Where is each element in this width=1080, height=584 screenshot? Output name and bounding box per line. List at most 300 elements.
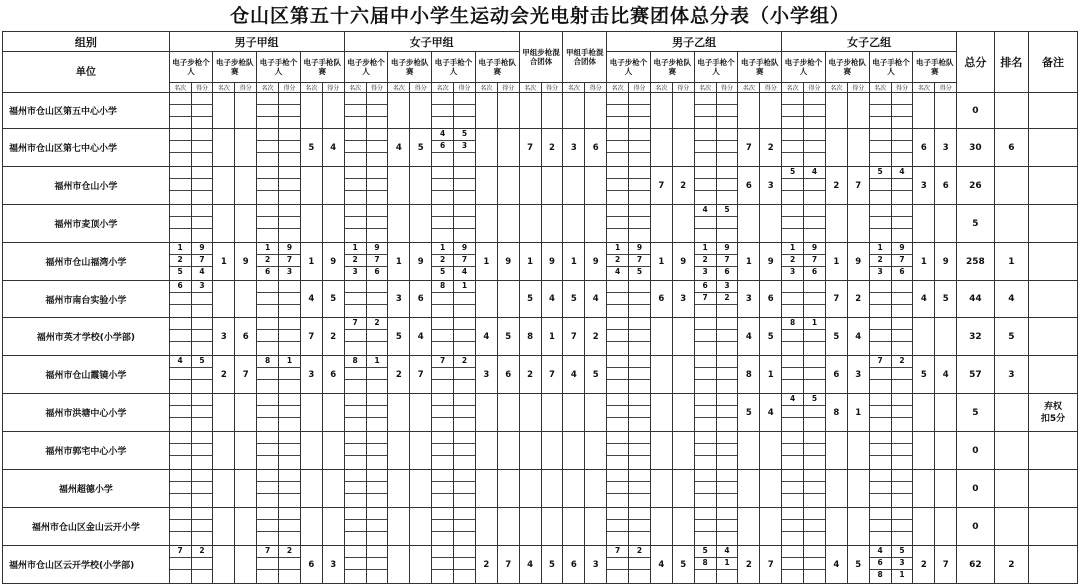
individual-rank bbox=[607, 356, 628, 368]
individual-rank bbox=[782, 356, 803, 368]
individual-score: 4 bbox=[804, 167, 825, 179]
individual-rank bbox=[170, 342, 191, 355]
individual-score bbox=[192, 432, 213, 444]
score-cell: 7 bbox=[410, 356, 432, 394]
total-score: 258 bbox=[957, 243, 995, 281]
individual-rank bbox=[695, 217, 716, 229]
score-cell bbox=[672, 394, 694, 432]
individual-score bbox=[629, 470, 650, 482]
score-cell bbox=[454, 205, 476, 243]
individual-rank: 5 bbox=[439, 267, 446, 276]
individual-score bbox=[192, 494, 213, 507]
total-score: 0 bbox=[957, 508, 995, 546]
score-cell: 2 bbox=[847, 281, 869, 318]
rank-cell: 3 bbox=[388, 281, 410, 318]
rank-cell: 6 bbox=[563, 546, 585, 584]
rank-cell bbox=[694, 243, 716, 281]
rank-subheader: 名次 bbox=[475, 83, 497, 93]
group-header: 组别 bbox=[3, 32, 170, 52]
score-cell bbox=[891, 205, 913, 243]
score-cell bbox=[847, 470, 869, 508]
score-subheader: 得分 bbox=[585, 83, 607, 93]
individual-score bbox=[804, 368, 825, 380]
individual-score bbox=[804, 217, 825, 229]
rank-cell bbox=[257, 167, 279, 205]
score-cell bbox=[454, 394, 476, 432]
individual-rank bbox=[257, 432, 278, 444]
individual-score bbox=[192, 141, 213, 153]
individual-score bbox=[892, 380, 913, 393]
score-cell bbox=[191, 394, 213, 432]
individual-score bbox=[629, 508, 650, 520]
individual-score bbox=[892, 305, 913, 317]
rank-cell bbox=[694, 432, 716, 470]
rank-cell bbox=[607, 243, 629, 281]
score-cell bbox=[804, 281, 826, 318]
rank-value bbox=[994, 167, 1028, 205]
score-cell bbox=[322, 93, 344, 129]
individual-rank bbox=[170, 167, 191, 179]
individual-score bbox=[892, 117, 913, 128]
rank-cell: 3 bbox=[738, 281, 760, 318]
individual-rank bbox=[782, 508, 803, 520]
rank-cell bbox=[738, 205, 760, 243]
individual-score bbox=[367, 406, 388, 418]
individual-score bbox=[279, 229, 300, 242]
individual-score bbox=[717, 380, 738, 393]
individual-score bbox=[892, 93, 913, 105]
rank-cell bbox=[607, 129, 629, 167]
individual-rank bbox=[170, 129, 191, 141]
score-cell bbox=[804, 167, 826, 205]
rank-cell bbox=[869, 318, 891, 356]
individual-rank bbox=[257, 444, 278, 456]
individual-score bbox=[367, 546, 388, 558]
individual-score bbox=[367, 482, 388, 494]
individual-rank bbox=[607, 482, 628, 494]
individual-rank bbox=[607, 380, 628, 393]
score-cell bbox=[322, 167, 344, 205]
individual-score bbox=[629, 141, 650, 153]
table-row bbox=[3, 281, 1078, 318]
score-cell bbox=[716, 93, 738, 129]
individual-score bbox=[454, 444, 475, 456]
score-cell bbox=[672, 470, 694, 508]
individual-rank bbox=[695, 508, 716, 520]
score-cell bbox=[454, 356, 476, 394]
individual-rank bbox=[432, 191, 453, 204]
rank-cell bbox=[782, 93, 804, 129]
rank-cell bbox=[257, 243, 279, 281]
individual-rank bbox=[345, 153, 366, 166]
individual-rank: 8 bbox=[695, 558, 716, 570]
individual-score bbox=[454, 318, 475, 330]
individual-score bbox=[192, 179, 213, 191]
score-cell: 7 bbox=[847, 167, 869, 205]
individual-rank bbox=[607, 293, 628, 305]
score-cell bbox=[891, 432, 913, 470]
individual-rank bbox=[870, 418, 891, 431]
rank-cell bbox=[344, 470, 366, 508]
individual-score bbox=[279, 456, 300, 469]
individual-score bbox=[454, 520, 475, 532]
score-cell bbox=[366, 205, 388, 243]
rank-cell bbox=[913, 93, 935, 129]
rank-cell bbox=[607, 318, 629, 356]
individual-score bbox=[629, 281, 650, 293]
individual-rank bbox=[695, 105, 716, 117]
school-name: 福州市仓山福湾小学 bbox=[3, 243, 170, 281]
score-cell bbox=[716, 470, 738, 508]
rank-cell bbox=[738, 508, 760, 546]
individual-rank bbox=[432, 217, 453, 229]
individual-rank bbox=[695, 330, 716, 342]
score-cell bbox=[191, 281, 213, 318]
rank-cell bbox=[694, 281, 716, 318]
individual-score bbox=[717, 179, 738, 191]
individual-rank bbox=[432, 368, 453, 380]
score-cell bbox=[935, 93, 957, 129]
individual-score bbox=[279, 217, 300, 229]
rank-cell: 7 bbox=[738, 129, 760, 167]
individual-score bbox=[367, 470, 388, 482]
rank-cell: 5 bbox=[563, 281, 585, 318]
individual-rank bbox=[695, 394, 716, 406]
score-cell: 6 bbox=[410, 281, 432, 318]
score-cell bbox=[585, 167, 607, 205]
score-cell bbox=[716, 318, 738, 356]
rank-cell bbox=[257, 93, 279, 129]
score-cell bbox=[454, 546, 476, 584]
individual-rank bbox=[607, 558, 628, 570]
individual-score bbox=[279, 380, 300, 393]
individual-rank bbox=[432, 342, 453, 355]
rank-cell bbox=[607, 167, 629, 205]
individual-score bbox=[454, 394, 475, 406]
score-cell bbox=[497, 432, 519, 470]
score-cell bbox=[629, 470, 651, 508]
score-cell bbox=[760, 470, 782, 508]
individual-rank bbox=[345, 570, 366, 583]
rank-cell: 4 bbox=[738, 318, 760, 356]
individual-score bbox=[629, 167, 650, 179]
individual-rank bbox=[870, 229, 891, 242]
individual-rank bbox=[257, 93, 278, 105]
score-cell bbox=[716, 546, 738, 584]
individual-score: 1 bbox=[454, 281, 475, 293]
individual-score: 2 bbox=[454, 356, 475, 368]
score-cell bbox=[191, 167, 213, 205]
score-cell: 4 bbox=[935, 356, 957, 394]
individual-score bbox=[192, 380, 213, 393]
individual-rank: 6 bbox=[695, 281, 716, 293]
individual-score bbox=[192, 105, 213, 117]
individual-score: 2 bbox=[892, 356, 913, 368]
score-cell bbox=[235, 167, 257, 205]
individual-score bbox=[892, 153, 913, 166]
note-cell bbox=[1029, 281, 1078, 318]
rank-subheader: 名次 bbox=[782, 83, 804, 93]
individual-score: 7 bbox=[279, 255, 300, 267]
individual-rank bbox=[782, 482, 803, 494]
individual-rank bbox=[695, 406, 716, 418]
score-cell: 2 bbox=[322, 318, 344, 356]
individual-rank bbox=[432, 456, 453, 469]
individual-score bbox=[892, 494, 913, 507]
score-cell bbox=[497, 470, 519, 508]
rank-cell bbox=[432, 167, 454, 205]
individual-score bbox=[454, 494, 475, 507]
individual-score bbox=[629, 293, 650, 305]
individual-rank bbox=[870, 129, 891, 141]
score-cell bbox=[891, 167, 913, 205]
rank-cell bbox=[169, 243, 191, 281]
individual-score bbox=[367, 205, 388, 217]
rank-cell: 2 bbox=[519, 356, 541, 394]
rank-cell: 5 bbox=[388, 318, 410, 356]
rank-cell bbox=[300, 508, 322, 546]
score-cell bbox=[279, 167, 301, 205]
individual-score bbox=[454, 368, 475, 380]
individual-score bbox=[892, 444, 913, 456]
individual-score bbox=[629, 93, 650, 105]
score-cell bbox=[454, 243, 476, 281]
individual-rank bbox=[782, 281, 803, 293]
rank-cell: 2 bbox=[913, 546, 935, 584]
rank-cell: 5 bbox=[913, 356, 935, 394]
individual-rank: 4 bbox=[170, 356, 191, 368]
score-subheader: 得分 bbox=[891, 83, 913, 93]
individual-rank: 2 bbox=[782, 255, 803, 267]
individual-rank bbox=[432, 205, 453, 217]
rank-cell: 4 bbox=[388, 129, 410, 167]
individual-score: 7 bbox=[717, 255, 738, 267]
rank-cell bbox=[169, 356, 191, 394]
rank-cell bbox=[650, 318, 672, 356]
individual-score bbox=[717, 318, 738, 330]
rank-cell bbox=[300, 205, 322, 243]
score-cell bbox=[454, 93, 476, 129]
individual-score bbox=[629, 205, 650, 217]
score-cell: 4 bbox=[585, 281, 607, 318]
individual-score: 5 bbox=[454, 129, 475, 141]
score-cell: 7 bbox=[541, 356, 563, 394]
individual-score bbox=[279, 368, 300, 380]
rank-cell bbox=[475, 167, 497, 205]
score-cell bbox=[891, 93, 913, 129]
individual-score bbox=[192, 167, 213, 179]
individual-score bbox=[892, 330, 913, 342]
rank-cell bbox=[169, 205, 191, 243]
event-header: 电子步枪队赛 bbox=[388, 52, 432, 83]
individual-score: 9 bbox=[804, 243, 825, 255]
rank-cell bbox=[694, 93, 716, 129]
individual-rank bbox=[607, 508, 628, 520]
score-cell bbox=[672, 205, 694, 243]
table-row bbox=[3, 394, 1078, 432]
total-score: 30 bbox=[957, 129, 995, 167]
individual-score bbox=[367, 558, 388, 570]
rank-cell: 5 bbox=[519, 281, 541, 318]
rank-cell bbox=[432, 318, 454, 356]
score-cell: 7 bbox=[935, 546, 957, 584]
individual-score bbox=[454, 305, 475, 317]
individual-score bbox=[367, 520, 388, 532]
individual-score: 9 bbox=[892, 243, 913, 255]
individual-score bbox=[892, 229, 913, 242]
individual-score bbox=[367, 432, 388, 444]
individual-score bbox=[279, 93, 300, 105]
score-cell: 6 bbox=[760, 281, 782, 318]
individual-score bbox=[804, 432, 825, 444]
individual-rank bbox=[432, 418, 453, 431]
individual-rank bbox=[782, 470, 803, 482]
individual-score bbox=[454, 546, 475, 558]
rank-cell bbox=[782, 318, 804, 356]
table-row bbox=[3, 243, 1078, 281]
individual-rank bbox=[257, 380, 278, 393]
score-cell: 9 bbox=[672, 243, 694, 281]
rank-cell bbox=[169, 167, 191, 205]
individual-score bbox=[192, 153, 213, 166]
individual-rank bbox=[782, 105, 803, 117]
score-cell bbox=[279, 546, 301, 584]
individual-rank bbox=[695, 570, 716, 583]
score-cell bbox=[322, 394, 344, 432]
score-cell bbox=[366, 318, 388, 356]
individual-score bbox=[367, 570, 388, 583]
individual-score bbox=[629, 532, 650, 545]
score-cell bbox=[672, 129, 694, 167]
individual-rank: 7 bbox=[870, 356, 891, 368]
score-cell bbox=[191, 508, 213, 546]
score-cell: 5 bbox=[585, 356, 607, 394]
individual-rank bbox=[782, 229, 803, 242]
score-cell bbox=[891, 508, 913, 546]
rank-cell bbox=[825, 508, 847, 546]
individual-score bbox=[192, 330, 213, 342]
score-cell bbox=[716, 356, 738, 394]
table-row bbox=[3, 205, 1078, 243]
score-cell bbox=[891, 129, 913, 167]
individual-score bbox=[717, 394, 738, 406]
score-table bbox=[2, 31, 1078, 584]
total-header: 总分 bbox=[957, 32, 995, 93]
individual-rank bbox=[695, 356, 716, 368]
score-cell: 9 bbox=[541, 243, 563, 281]
score-cell: 6 bbox=[585, 129, 607, 167]
individual-score bbox=[804, 482, 825, 494]
rank-cell bbox=[694, 546, 716, 584]
score-cell: 2 bbox=[585, 318, 607, 356]
individual-rank bbox=[782, 570, 803, 583]
individual-rank bbox=[170, 141, 191, 153]
rank-cell bbox=[782, 167, 804, 205]
score-cell: 7 bbox=[235, 356, 257, 394]
rank-cell bbox=[169, 318, 191, 356]
individual-score bbox=[804, 153, 825, 166]
individual-rank bbox=[257, 494, 278, 507]
individual-rank bbox=[257, 217, 278, 229]
rank-cell bbox=[825, 93, 847, 129]
rank-cell bbox=[519, 432, 541, 470]
rank-cell bbox=[344, 129, 366, 167]
note-cell bbox=[1029, 432, 1078, 470]
rank-value bbox=[994, 93, 1028, 129]
individual-score bbox=[717, 217, 738, 229]
rank-cell bbox=[694, 318, 716, 356]
individual-score: 3 bbox=[192, 281, 213, 293]
score-cell: 5 bbox=[410, 129, 432, 167]
school-name: 福州市仓山霞镜小学 bbox=[3, 356, 170, 394]
individual-rank bbox=[257, 305, 278, 317]
individual-score bbox=[629, 406, 650, 418]
rank-cell bbox=[169, 394, 191, 432]
individual-score: 9 bbox=[454, 243, 475, 255]
score-cell bbox=[410, 394, 432, 432]
score-cell bbox=[191, 243, 213, 281]
individual-rank bbox=[432, 105, 453, 117]
individual-rank bbox=[782, 179, 803, 191]
individual-score bbox=[804, 281, 825, 293]
score-cell bbox=[322, 432, 344, 470]
rank-cell: 7 bbox=[519, 129, 541, 167]
score-cell bbox=[847, 93, 869, 129]
individual-rank bbox=[695, 456, 716, 469]
group-name: 男子乙组 bbox=[607, 32, 782, 52]
individual-rank: 5 bbox=[695, 546, 716, 558]
individual-score bbox=[892, 532, 913, 545]
individual-rank bbox=[432, 432, 453, 444]
rank-cell bbox=[650, 93, 672, 129]
individual-rank bbox=[257, 293, 278, 305]
score-subheader: 得分 bbox=[322, 83, 344, 93]
individual-rank bbox=[345, 394, 366, 406]
score-cell bbox=[760, 205, 782, 243]
total-score: 57 bbox=[957, 356, 995, 394]
individual-score bbox=[192, 456, 213, 469]
rank-cell: 6 bbox=[825, 356, 847, 394]
individual-rank bbox=[782, 129, 803, 141]
individual-rank bbox=[345, 217, 366, 229]
rank-cell: 1 bbox=[650, 243, 672, 281]
rank-cell bbox=[563, 470, 585, 508]
individual-score bbox=[192, 191, 213, 204]
individual-rank: 8 bbox=[257, 356, 278, 368]
individual-score bbox=[279, 570, 300, 583]
individual-rank bbox=[345, 105, 366, 117]
individual-score bbox=[892, 191, 913, 204]
rank-cell bbox=[257, 394, 279, 432]
individual-rank bbox=[607, 520, 628, 532]
individual-score: 4 bbox=[461, 267, 468, 276]
individual-score bbox=[629, 179, 650, 191]
individual-rank bbox=[695, 444, 716, 456]
rank-cell bbox=[432, 356, 454, 394]
individual-rank bbox=[432, 558, 453, 570]
rank-cell bbox=[388, 508, 410, 546]
individual-score bbox=[367, 342, 388, 355]
individual-score bbox=[192, 117, 213, 128]
rank-cell bbox=[563, 205, 585, 243]
rank-cell bbox=[650, 394, 672, 432]
event-header: 电子步枪队赛 bbox=[213, 52, 257, 83]
individual-rank bbox=[345, 508, 366, 520]
rank-cell bbox=[169, 93, 191, 129]
individual-rank bbox=[170, 444, 191, 456]
individual-score bbox=[454, 293, 475, 305]
individual-rank bbox=[257, 141, 278, 153]
